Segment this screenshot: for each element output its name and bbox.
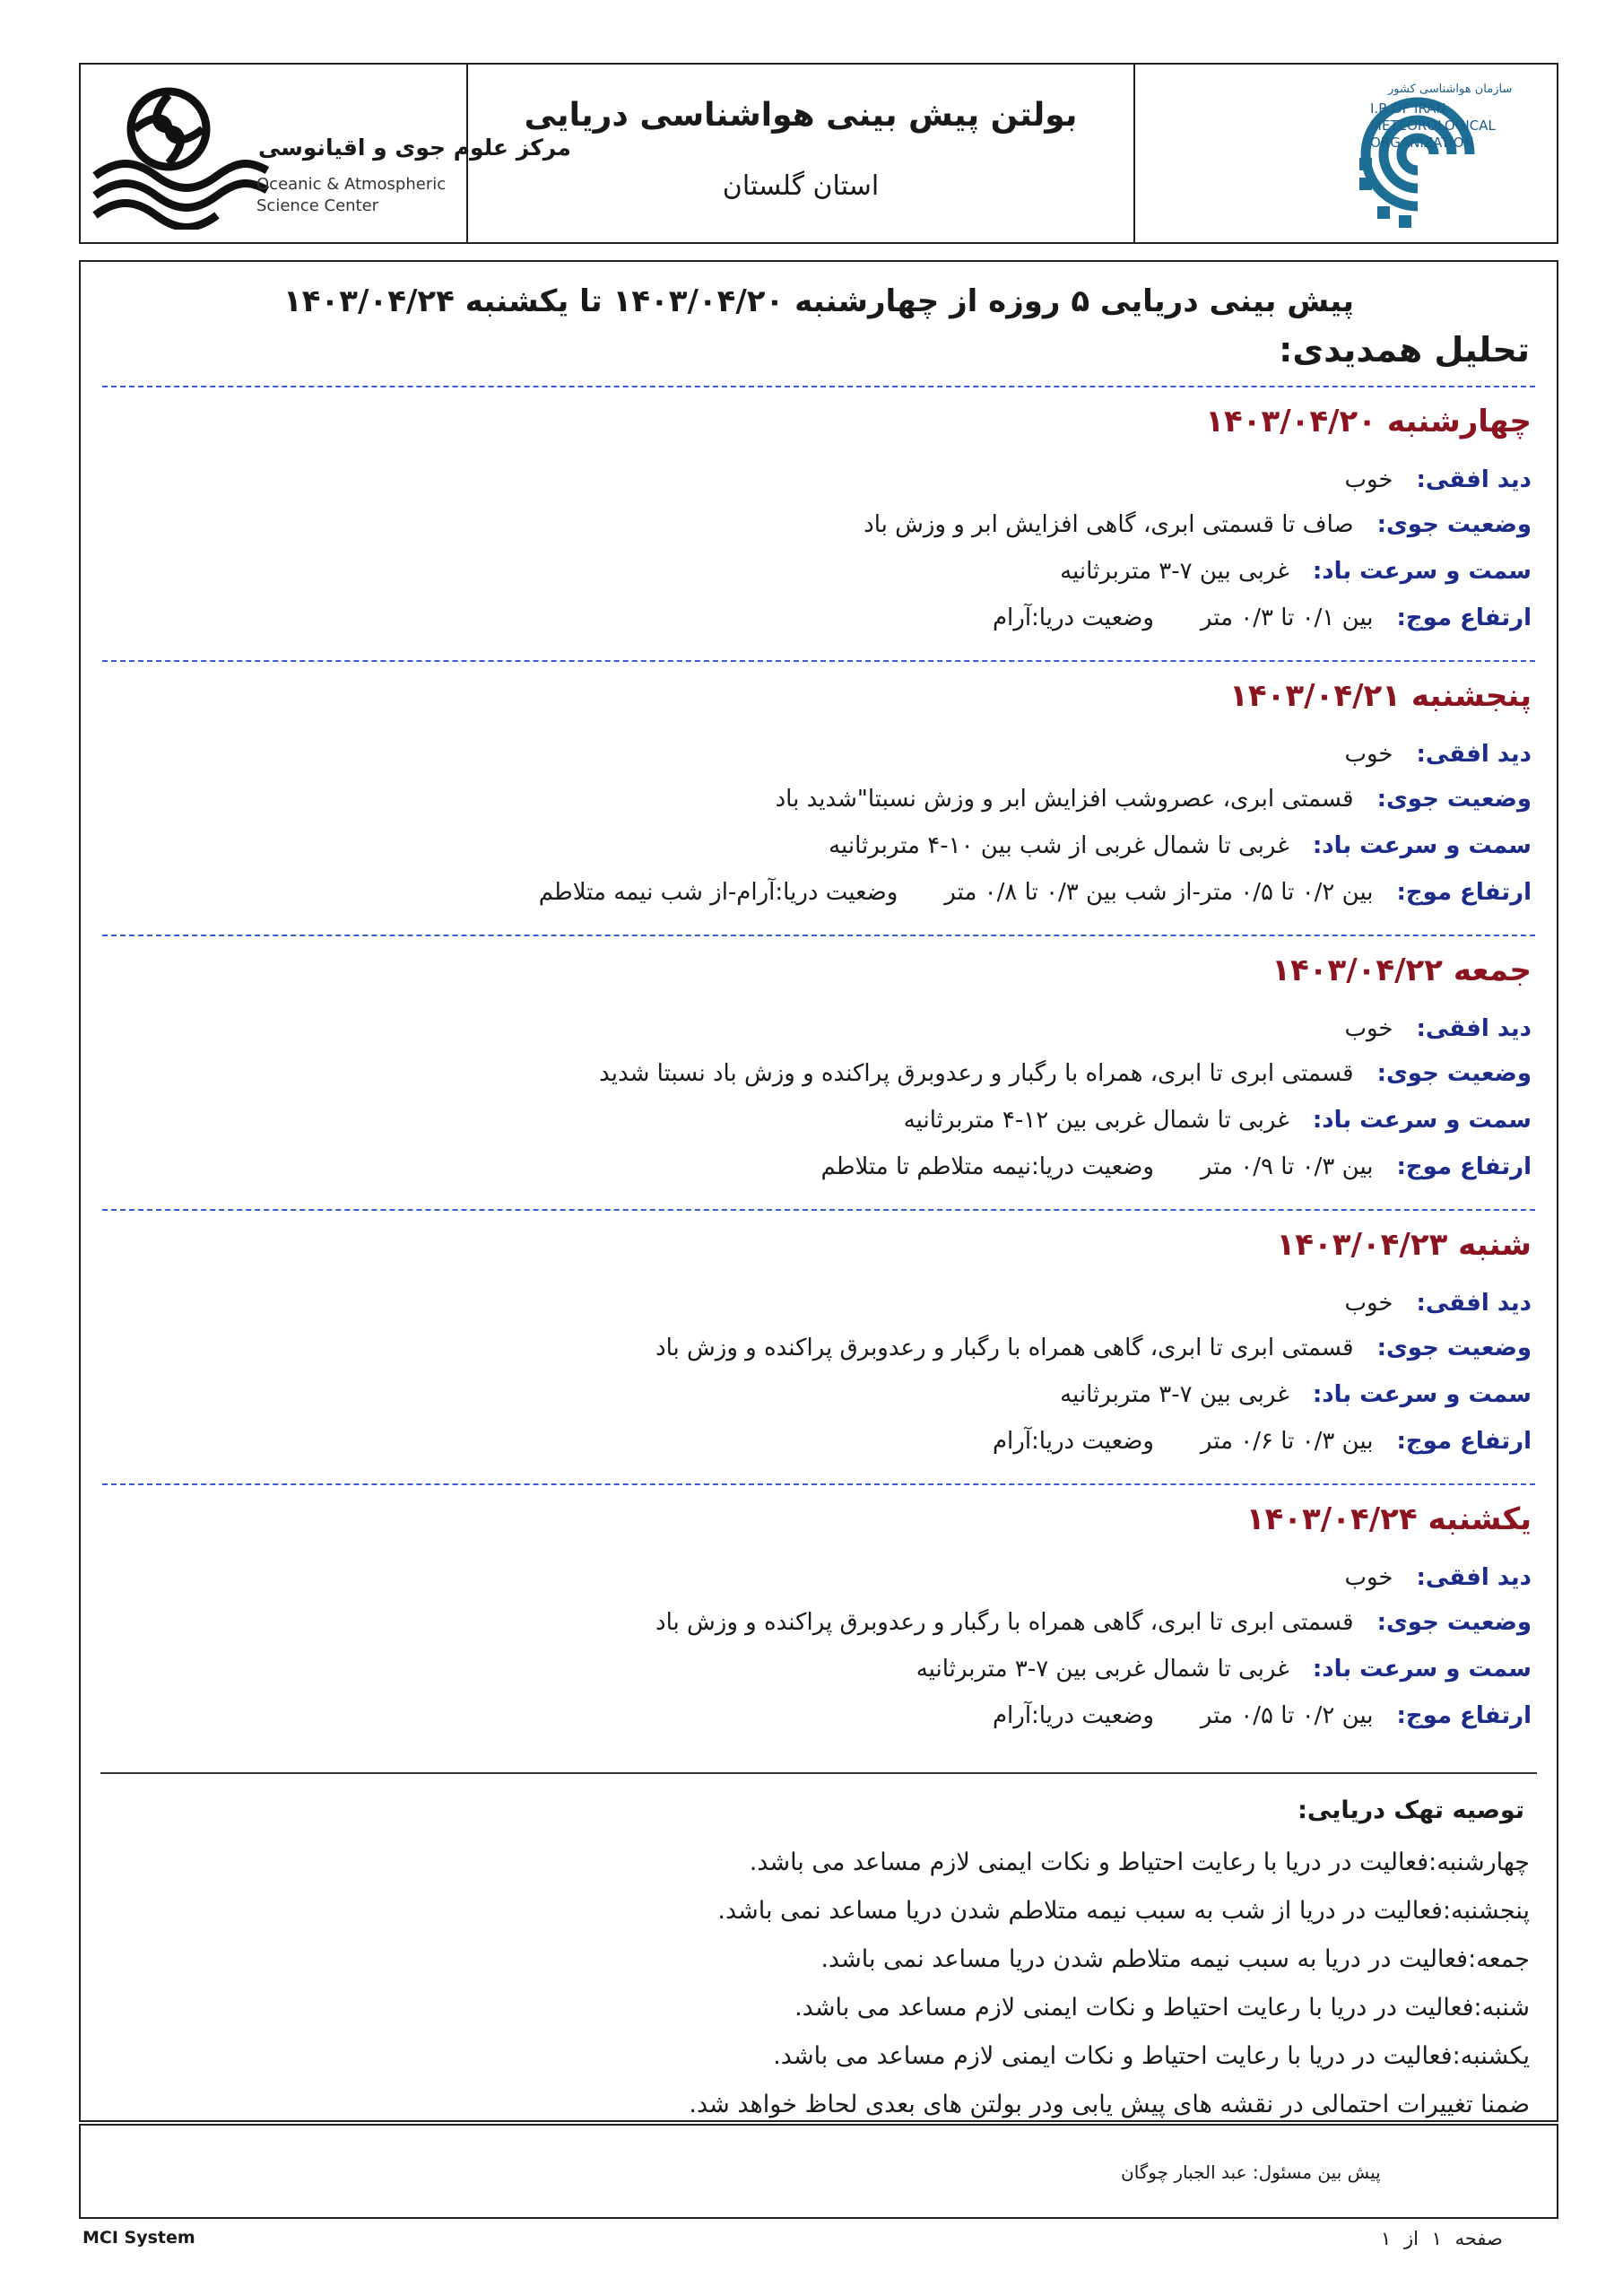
wind-value: غربی بین ۷-۳ متربرثانیه — [1060, 1381, 1289, 1408]
oas-name-en-line1: Oceanic & Atmospheric — [256, 175, 447, 194]
wind-row — [829, 832, 1532, 859]
weather-value: قسمتی ابری تا ابری، همراه با رگبار و رعدوبرق پراکنده و وزش باد نسبتا شدید — [599, 1060, 1354, 1087]
oas-name-fa: مرکز علوم جوی و اقیانوسی — [258, 135, 571, 161]
province-subtitle: استان گلستان — [722, 170, 880, 202]
wind-row — [904, 1107, 1532, 1134]
wind-label: سمت و سرعت باد: — [1312, 558, 1532, 585]
wave-row — [993, 1428, 1532, 1455]
weather-label: وضعیت جوی: — [1376, 786, 1532, 813]
day-date-header: پنجشنبه ۱۴۰۳/۰۴/۲۱ — [1229, 678, 1532, 714]
weather-row — [864, 511, 1532, 538]
weather-value: قسمتی ابری، عصروشب افزایش ابر و وزش نسبتا"شدید باد — [775, 786, 1354, 813]
weather-row — [599, 1060, 1532, 1087]
visibility-row — [1344, 741, 1532, 768]
sea-state-value: وضعیت دریا:آرام — [992, 1428, 1154, 1455]
advice-line: پنجشنبه:فعالیت در دریا از شب به سبب نیمه متلاطم شدن دریا مساعد نمی باشد. — [717, 1897, 1530, 1925]
day-date-header: یکشنبه ۱۴۰۳/۰۴/۲۴ — [1245, 1501, 1532, 1537]
wind-value: غربی تا شمال غربی از شب بین ۱۰-۴ متربرثانیه — [829, 832, 1289, 859]
weather-label: وضعیت جوی: — [1376, 1335, 1532, 1361]
advice-line: چهارشنبه:فعالیت در دریا با رعایت احتیاط و نکات ایمنی لازم مساعد می باشد. — [749, 1848, 1530, 1876]
system-name: MCI System — [82, 2228, 195, 2248]
visibility-row — [1344, 1290, 1532, 1317]
section-divider — [100, 1772, 1537, 1774]
imo-name-en-line3: ORGANIZATION — [1370, 135, 1474, 151]
forecaster-signature: پیش بین مسئول: عبد الجبار چوگان — [1121, 2161, 1381, 2183]
day-date-header: شنبه ۱۴۰۳/۰۴/۲۳ — [1276, 1227, 1532, 1263]
weather-row — [655, 1609, 1532, 1636]
weather-row — [655, 1335, 1532, 1361]
signature-box — [79, 2124, 1558, 2219]
wave-value: بین ۰/۳ تا ۰/۶ متر — [1200, 1428, 1374, 1455]
daily-forecast-list — [102, 386, 1535, 1758]
visibility-value: خوب — [1344, 1015, 1393, 1042]
wind-label: سمت و سرعت باد: — [1312, 1656, 1532, 1683]
visibility-value: خوب — [1344, 1564, 1393, 1591]
wind-label: سمت و سرعت باد: — [1312, 832, 1532, 859]
weather-label: وضعیت جوی: — [1376, 1060, 1532, 1087]
wave-label: ارتفاع موج: — [1396, 1702, 1532, 1729]
wind-value: غربی تا شمال غربی بین ۷-۳ متربرثانیه — [916, 1656, 1289, 1683]
day-forecast — [102, 1483, 1535, 1758]
ocean-atmosphere-center-logo — [90, 77, 269, 230]
right-logo-cell — [1135, 65, 1557, 242]
sea-state-value: وضعیت دریا:آرام — [992, 604, 1154, 631]
day-forecast — [102, 660, 1535, 935]
imo-name-en — [1370, 100, 1496, 152]
wind-row — [916, 1656, 1532, 1683]
left-logo-cell — [81, 65, 571, 242]
meteorological-organization-logo — [1341, 72, 1494, 238]
weather-value: قسمتی ابری تا ابری، گاهی همراه با رگبار و رعدوبرق پراکنده و وزش باد — [655, 1335, 1354, 1361]
day-forecast — [102, 386, 1535, 660]
wave-label: ارتفاع موج: — [1396, 1428, 1532, 1455]
weather-label: وضعیت جوی: — [1376, 1609, 1532, 1636]
weather-row — [776, 786, 1532, 813]
wave-label: ارتفاع موج: — [1396, 1153, 1532, 1180]
imo-name-en-line2: METEOROLOGICAL — [1370, 117, 1496, 134]
bulletin-body — [79, 260, 1558, 2122]
wave-label: ارتفاع موج: — [1396, 879, 1532, 906]
wind-label: سمت و سرعت باد: — [1312, 1381, 1532, 1408]
imo-name-en-line1: I.R.OF IRAN — [1370, 100, 1446, 117]
visibility-label: دید افقی: — [1416, 466, 1532, 493]
day-date-header: جمعه ۱۴۰۳/۰۴/۲۲ — [1271, 952, 1532, 988]
wind-row — [1060, 558, 1532, 585]
visibility-value: خوب — [1344, 741, 1393, 768]
wave-value: بین ۰/۲ تا ۰/۵ متر — [1200, 1702, 1374, 1729]
wave-label: ارتفاع موج: — [1396, 604, 1532, 631]
wave-value: بین ۰/۳ تا ۰/۹ متر — [1200, 1153, 1374, 1180]
forecast-title: پیش بینی دریایی ۵ روزه از چهارشنبه ۱۴۰۳/۰۴/۲۰ تا یکشنبه ۱۴۰۳/۰۴/۲۴ — [283, 283, 1354, 319]
marine-advice — [108, 1787, 1530, 2129]
wave-row — [993, 1702, 1532, 1729]
weather-label: وضعیت جوی: — [1376, 511, 1532, 538]
wind-value: غربی تا شمال غربی بین ۱۲-۴ متربرثانیه — [903, 1107, 1289, 1134]
wind-row — [1060, 1381, 1532, 1408]
visibility-label: دید افقی: — [1416, 1290, 1532, 1317]
wave-value: بین ۰/۱ تا ۰/۳ متر — [1200, 604, 1374, 631]
imo-name-fa: سازمان هواشناسی کشور — [1388, 83, 1513, 96]
advice-title: توصیه تهک دریایی: — [1298, 1796, 1524, 1824]
visibility-row — [1344, 1015, 1532, 1042]
visibility-label: دید افقی: — [1416, 741, 1532, 768]
advice-line: یکشنبه:فعالیت در دریا با رعایت احتیاط و نکات ایمنی لازم مساعد می باشد. — [773, 2042, 1530, 2070]
bulletin-header — [79, 63, 1558, 244]
wind-value: غربی بین ۷-۳ متربرثانیه — [1060, 558, 1289, 585]
page-number: صفحه ۱ از ۱ — [1381, 2228, 1503, 2249]
advice-line: جمعه:فعالیت در دریا به سبب نیمه متلاطم شدن دریا مساعد نمی باشد. — [820, 1945, 1530, 1973]
sea-state-value: وضعیت دریا:آرام-از شب نیمه متلاطم — [538, 879, 898, 906]
advice-line: شنبه:فعالیت در دریا با رعایت احتیاط و نکات ایمنی لازم مساعد می باشد. — [794, 1994, 1530, 2022]
weather-value: صاف تا قسمتی ابری، گاهی افزایش ابر و وزش باد — [864, 511, 1354, 538]
title-cell — [468, 65, 1135, 242]
sea-state-value: وضعیت دریا:نیمه متلاطم تا متلاطم — [820, 1153, 1154, 1180]
oas-name-en — [256, 174, 446, 217]
wave-row — [820, 1153, 1532, 1180]
oas-name-en-line2: Science Center — [256, 196, 379, 215]
day-forecast — [102, 1209, 1535, 1483]
advice-line: ضمنا تغییرات احتمالی در نقشه های پیش یابی ودر بولتن های بعدی لحاظ خواهد شد. — [689, 2091, 1530, 2118]
day-date-header: چهارشنبه ۱۴۰۳/۰۴/۲۰ — [1205, 404, 1532, 439]
wave-row — [993, 604, 1532, 631]
visibility-value: خوب — [1344, 466, 1393, 493]
wind-label: سمت و سرعت باد: — [1312, 1107, 1532, 1134]
synoptic-analysis-label: تحلیل همدیدی: — [1279, 330, 1530, 370]
sea-state-value: وضعیت دریا:آرام — [992, 1702, 1154, 1729]
document-title: بولتن پیش بینی هواشناسی دریایی — [524, 97, 1078, 134]
wave-row — [539, 879, 1532, 906]
weather-value: قسمتی ابری تا ابری، گاهی همراه با رگبار و رعدوبرق پراکنده و وزش باد — [655, 1609, 1354, 1636]
visibility-label: دید افقی: — [1416, 1564, 1532, 1591]
visibility-row — [1344, 466, 1532, 493]
day-forecast — [102, 935, 1535, 1209]
visibility-row — [1344, 1564, 1532, 1591]
visibility-label: دید افقی: — [1416, 1015, 1532, 1042]
visibility-value: خوب — [1344, 1290, 1393, 1317]
wave-value: بین ۰/۲ تا ۰/۵ متر-از شب بین ۰/۳ تا ۰/۸ متر — [944, 879, 1374, 906]
